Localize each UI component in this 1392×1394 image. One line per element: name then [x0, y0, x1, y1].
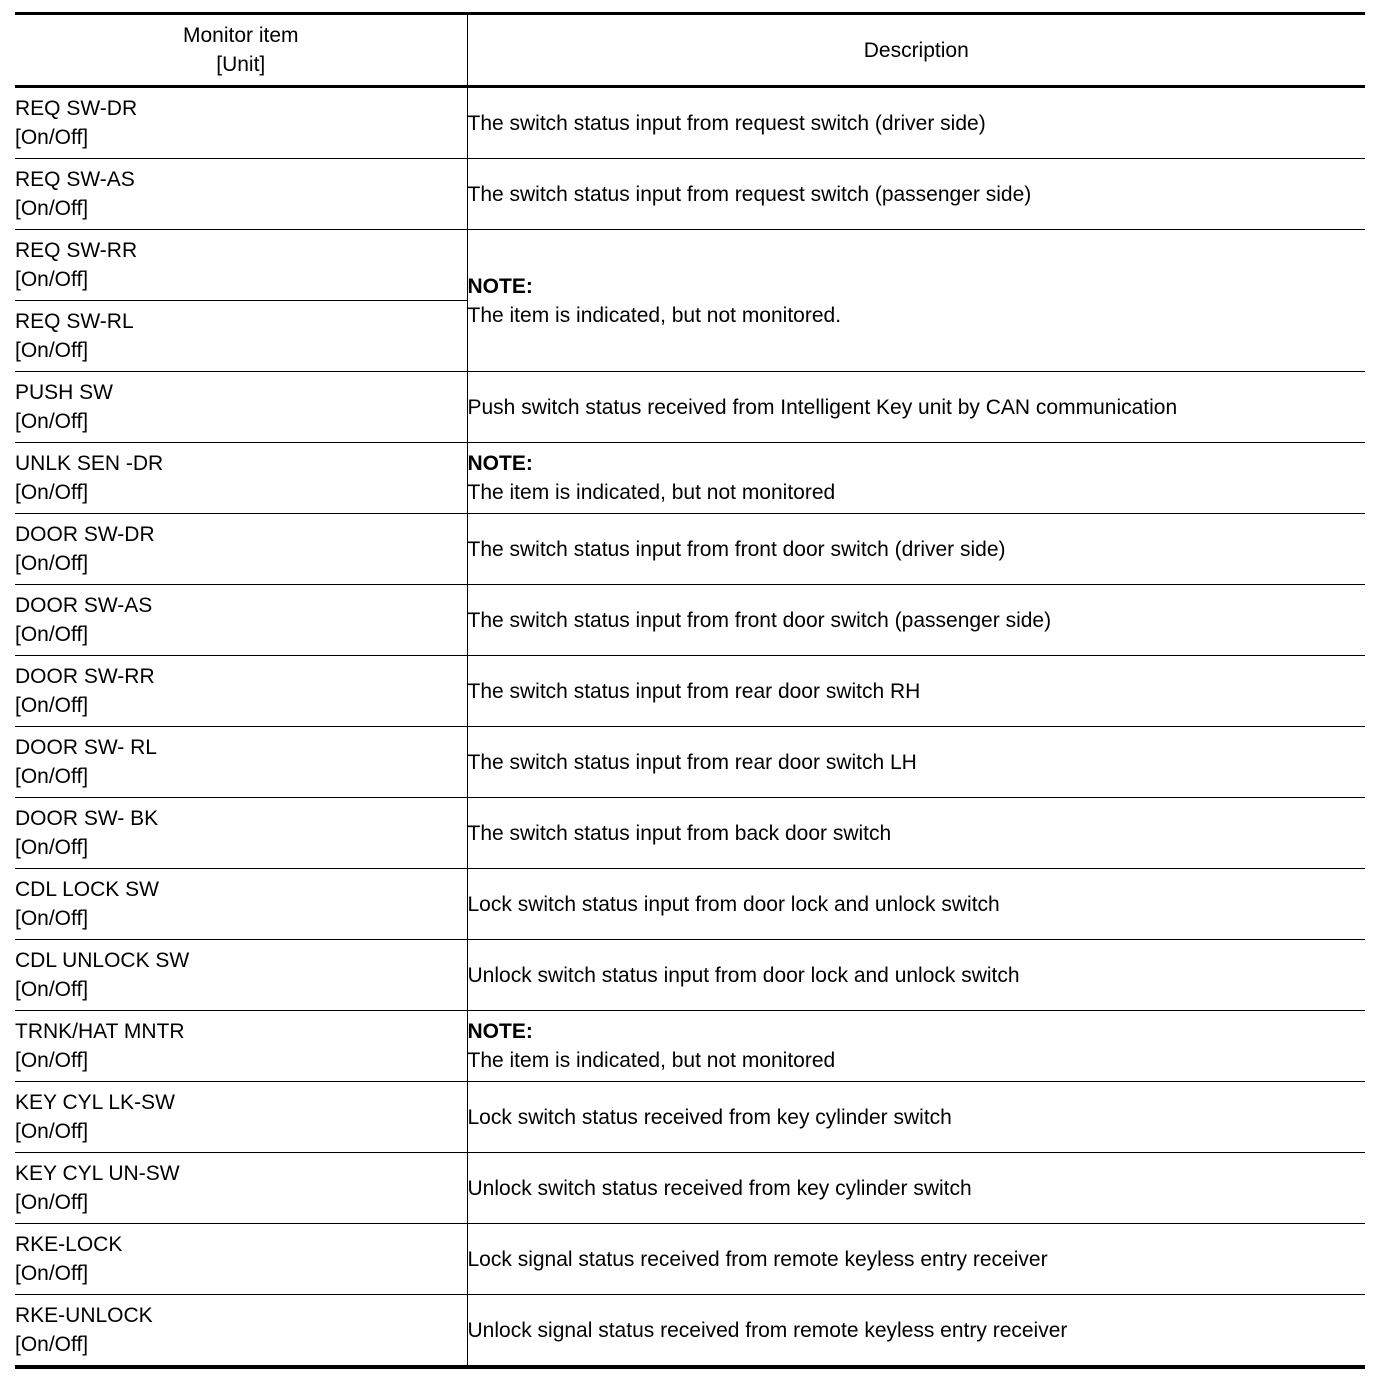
monitor-item-cell: [15, 940, 467, 1011]
description-text: The switch status input from front door switch (passenger side): [467, 608, 1052, 632]
monitor-item-unit: [On/Off]: [15, 623, 89, 646]
monitor-item-name: REQ SW-DR: [15, 97, 138, 120]
monitor-item-name: REQ SW-AS: [15, 168, 135, 191]
monitor-item-name: DOOR SW-RR: [15, 665, 155, 688]
description-text: The switch status input from rear door switch RH: [467, 679, 921, 703]
monitor-item-unit: [On/Off]: [15, 1049, 89, 1072]
monitor-item-cell: [15, 656, 467, 727]
header-item-label: Monitor item: [182, 24, 299, 47]
header-unit-label: [Unit]: [216, 53, 266, 76]
table-row: [15, 940, 1365, 1011]
description-text: Lock switch status received from key cylinder switch: [467, 1105, 952, 1129]
description-text: The switch status input from back door switch: [467, 821, 892, 845]
monitor-item-unit: [On/Off]: [15, 339, 89, 362]
monitor-item-cell: [15, 585, 467, 656]
description-cell: [467, 1082, 1365, 1153]
note-text: The item is indicated, but not monitored: [467, 1049, 836, 1072]
table-row: [15, 1295, 1365, 1368]
monitor-item-name: RKE-LOCK: [15, 1233, 123, 1256]
table-row: [15, 869, 1365, 940]
description-text: The switch status input from rear door switch LH: [467, 750, 917, 774]
monitor-item-name: DOOR SW- BK: [15, 807, 159, 830]
description-text: The switch status input from request switch (passenger side): [467, 182, 1032, 206]
description-cell: [467, 656, 1365, 727]
table-row: [15, 87, 1365, 159]
table-row: [15, 1153, 1365, 1224]
table-row: [15, 230, 1365, 301]
note-label: NOTE:: [467, 1020, 533, 1043]
description-cell: [467, 585, 1365, 656]
description-text: Unlock switch status input from door lock and unlock switch: [467, 963, 1020, 987]
header-monitor-item: [15, 14, 467, 87]
table-row: [15, 159, 1365, 230]
monitor-item-name: TRNK/HAT MNTR: [15, 1020, 185, 1043]
monitor-item-cell: [15, 159, 467, 230]
table-row: [15, 798, 1365, 869]
monitor-item-name: KEY CYL UN-SW: [15, 1162, 180, 1185]
description-cell: [467, 372, 1365, 443]
description-text: The switch status input from front door switch (driver side): [467, 537, 1006, 561]
note-text: The item is indicated, but not monitored: [467, 481, 836, 504]
note-cell: [467, 230, 1365, 372]
monitor-item-table: [15, 12, 1365, 1369]
header-description-label: Description: [863, 38, 969, 62]
monitor-item-name: DOOR SW-DR: [15, 523, 155, 546]
monitor-item-name: UNLK SEN -DR: [15, 452, 164, 475]
note-text: The item is indicated, but not monitored.: [467, 303, 842, 327]
monitor-item-cell: [15, 1224, 467, 1295]
table-row: [15, 1224, 1365, 1295]
monitor-item-cell: [15, 514, 467, 585]
description-cell: [467, 1153, 1365, 1224]
description-text: Lock switch status input from door lock and unlock switch: [467, 892, 1000, 916]
monitor-item-cell: [15, 869, 467, 940]
description-cell: [467, 1295, 1365, 1368]
monitor-item-cell: [15, 443, 467, 514]
monitor-item-name: KEY CYL LK-SW: [15, 1091, 175, 1114]
description-cell: [467, 1224, 1365, 1295]
monitor-item-cell: [15, 727, 467, 798]
monitor-item-name: DOOR SW- RL: [15, 736, 157, 759]
table-row: [15, 372, 1365, 443]
table-header-row: [15, 14, 1365, 87]
monitor-item-cell: [15, 1011, 467, 1082]
monitor-item-cell: [15, 1153, 467, 1224]
header-description: [467, 14, 1365, 87]
monitor-item-unit: [On/Off]: [15, 197, 89, 220]
table-row: [15, 514, 1365, 585]
monitor-item-unit: [On/Off]: [15, 481, 89, 504]
note-cell: [467, 1011, 1365, 1082]
monitor-item-unit: [On/Off]: [15, 268, 89, 291]
monitor-item-unit: [On/Off]: [15, 1333, 89, 1356]
monitor-item-unit: [On/Off]: [15, 1120, 89, 1143]
table-row: [15, 727, 1365, 798]
table-row: [15, 1011, 1365, 1082]
monitor-item-cell: [15, 798, 467, 869]
monitor-item-unit: [On/Off]: [15, 978, 89, 1001]
table-row: [15, 1082, 1365, 1153]
description-text: Push switch status received from Intelligent Key unit by CAN communication: [467, 395, 1178, 419]
description-text: Unlock signal status received from remote keyless entry receiver: [467, 1318, 1068, 1342]
table-row: [15, 443, 1365, 514]
note-label: NOTE:: [467, 452, 533, 475]
description-cell: [467, 514, 1365, 585]
description-cell: [467, 727, 1365, 798]
table-row: [15, 585, 1365, 656]
monitor-item-cell: [15, 1295, 467, 1368]
monitor-item-unit: [On/Off]: [15, 765, 89, 788]
note-label: NOTE:: [467, 274, 533, 298]
monitor-item-cell: [15, 230, 467, 301]
monitor-item-unit: [On/Off]: [15, 907, 89, 930]
description-cell: [467, 869, 1365, 940]
monitor-item-name: REQ SW-RL: [15, 310, 134, 333]
monitor-item-cell: [15, 372, 467, 443]
monitor-item-unit: [On/Off]: [15, 694, 89, 717]
description-text: Unlock switch status received from key cylinder switch: [467, 1176, 972, 1200]
monitor-item-name: PUSH SW: [15, 381, 114, 404]
description-text: The switch status input from request switch (driver side): [467, 111, 986, 135]
monitor-item-cell: [15, 301, 467, 372]
monitor-item-name: RKE-UNLOCK: [15, 1304, 153, 1327]
monitor-item-unit: [On/Off]: [15, 1191, 89, 1214]
monitor-item-unit: [On/Off]: [15, 552, 89, 575]
description-cell: [467, 87, 1365, 159]
monitor-item-name: DOOR SW-AS: [15, 594, 153, 617]
monitor-item-cell: [15, 1082, 467, 1153]
description-cell: [467, 159, 1365, 230]
monitor-item-name: CDL LOCK SW: [15, 878, 159, 901]
monitor-item-unit: [On/Off]: [15, 126, 89, 149]
table-row: [15, 656, 1365, 727]
monitor-item-name: CDL UNLOCK SW: [15, 949, 190, 972]
monitor-item-unit: [On/Off]: [15, 1262, 89, 1285]
monitor-item-cell: [15, 87, 467, 159]
monitor-item-unit: [On/Off]: [15, 836, 89, 859]
description-text: Lock signal status received from remote keyless entry receiver: [467, 1247, 1048, 1271]
monitor-item-unit: [On/Off]: [15, 410, 89, 433]
description-cell: [467, 798, 1365, 869]
note-cell: [467, 443, 1365, 514]
description-cell: [467, 940, 1365, 1011]
monitor-item-name: REQ SW-RR: [15, 239, 138, 262]
